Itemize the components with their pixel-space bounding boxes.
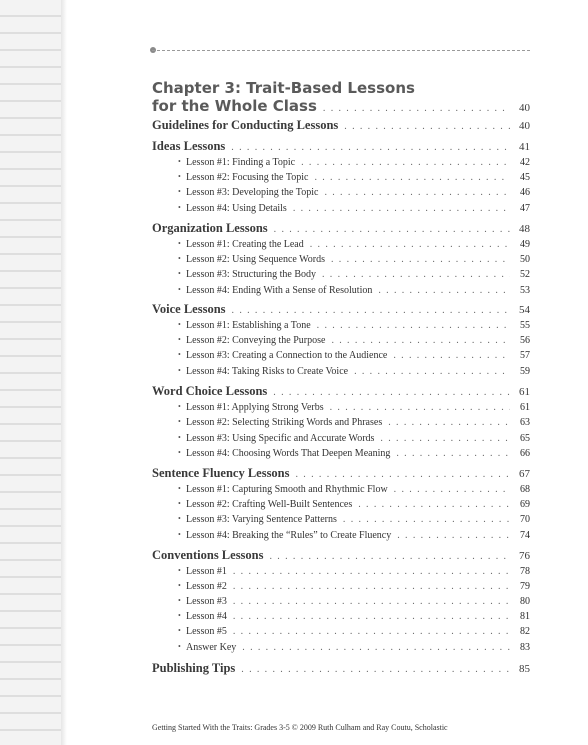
dot-leader xyxy=(314,172,510,183)
page-number: 61 xyxy=(520,402,530,413)
dot-leader xyxy=(233,596,510,607)
chapter-title xyxy=(152,80,415,96)
dot-leader xyxy=(322,269,510,280)
chapter-title-line1: Chapter 3: Trait-Based Lessons xyxy=(152,79,415,97)
dot-leader xyxy=(317,320,510,331)
section-title: Ideas Lessons xyxy=(152,139,226,153)
toc-lesson-row xyxy=(152,285,530,296)
toc-lesson-row xyxy=(152,402,530,413)
toc-lesson-row xyxy=(152,484,530,495)
dot-leader xyxy=(324,187,510,198)
toc-section-row xyxy=(152,118,530,133)
page-number: 55 xyxy=(520,320,530,331)
footer-copyright: Getting Started With the Traits: Grades 3-5 © 2009 Ruth Culham and Ray Coutu, Scholastic xyxy=(152,723,448,732)
lesson-title: • Lesson #4 xyxy=(152,611,227,622)
toc-section-row xyxy=(152,466,530,481)
section-title: Voice Lessons xyxy=(152,302,226,316)
toc-lesson-row xyxy=(152,499,530,510)
toc-lesson-row xyxy=(152,611,530,622)
lesson-title: • Lesson #2: Focusing the Topic xyxy=(152,172,308,183)
toc-lesson-row xyxy=(152,269,530,280)
lesson-title: • Lesson #2: Conveying the Purpose xyxy=(152,335,325,346)
section-title: Publishing Tips xyxy=(152,661,236,675)
page-number: 41 xyxy=(519,141,530,153)
lesson-title: • Lesson #2: Using Sequence Words xyxy=(152,254,325,265)
lesson-title: • Lesson #1: Applying Strong Verbs xyxy=(152,402,324,413)
page-number: 66 xyxy=(520,448,530,459)
dot-leader xyxy=(331,335,510,346)
dot-leader xyxy=(393,350,510,361)
dot-leader xyxy=(354,366,510,377)
toc-section-row xyxy=(152,221,530,236)
page-number: 49 xyxy=(520,239,530,250)
page-number: 67 xyxy=(519,468,530,480)
toc-section-row xyxy=(152,302,530,317)
dot-leader xyxy=(344,121,510,132)
toc-section-row xyxy=(152,661,530,676)
page-number: 74 xyxy=(520,530,530,541)
lesson-title: • Lesson #1: Capturing Smooth and Rhythmic Flow xyxy=(152,484,388,495)
lesson-title: • Lesson #4: Using Details xyxy=(152,203,287,214)
binder-strip xyxy=(0,0,62,745)
toc-lesson-row xyxy=(152,642,530,653)
page-number: 65 xyxy=(520,433,530,444)
lesson-title: • Lesson #1: Finding a Topic xyxy=(152,157,295,168)
toc-section-row xyxy=(152,139,530,154)
toc-lesson-row xyxy=(152,320,530,331)
dot-leader xyxy=(242,642,510,653)
lesson-title: • Lesson #3 xyxy=(152,596,227,607)
toc-lesson-row xyxy=(152,417,530,428)
page-number: 80 xyxy=(520,596,530,607)
dot-leader xyxy=(380,433,510,444)
dot-leader xyxy=(270,551,511,562)
dot-leader xyxy=(301,157,510,168)
dot-leader xyxy=(330,402,510,413)
dot-leader xyxy=(233,581,510,592)
section-title: Organization Lessons xyxy=(152,221,268,235)
lesson-title: • Lesson #4: Taking Risks to Create Voice xyxy=(152,366,348,377)
page-number: 50 xyxy=(520,254,530,265)
lesson-title: • Lesson #4: Choosing Words That Deepen Meaning xyxy=(152,448,390,459)
page-number: 53 xyxy=(520,285,530,296)
lesson-title: • Answer Key xyxy=(152,642,236,653)
lesson-title: • Lesson #2: Crafting Well-Built Sentences xyxy=(152,499,352,510)
dot-leader xyxy=(273,387,510,398)
lesson-title: • Lesson #1: Creating the Lead xyxy=(152,239,304,250)
chapter-title-line2-row xyxy=(152,97,530,115)
page-number: 68 xyxy=(520,484,530,495)
toc-lesson-row xyxy=(152,254,530,265)
dot-leader xyxy=(378,285,510,296)
section-title: Conventions Lessons xyxy=(152,548,264,562)
lesson-title: • Lesson #4: Breaking the “Rules” to Create Fluency xyxy=(152,530,391,541)
page-number: 57 xyxy=(520,350,530,361)
page-number: 69 xyxy=(520,499,530,510)
section-title: Sentence Fluency Lessons xyxy=(152,466,290,480)
page-number: 52 xyxy=(520,269,530,280)
lesson-title: • Lesson #2 xyxy=(152,581,227,592)
toc-lesson-row xyxy=(152,335,530,346)
dot-leader xyxy=(397,530,510,541)
toc-lesson-row xyxy=(152,203,530,214)
dot-leader xyxy=(233,566,510,577)
page-number: 40 xyxy=(519,120,530,132)
toc-lesson-row xyxy=(152,514,530,525)
toc-lesson-row xyxy=(152,433,530,444)
dot-leader xyxy=(274,224,510,235)
dot-leader xyxy=(331,254,510,265)
toc-section-row xyxy=(152,384,530,399)
lesson-title: • Lesson #3: Developing the Topic xyxy=(152,187,318,198)
page-number: 63 xyxy=(520,417,530,428)
dot-leader xyxy=(293,203,510,214)
lesson-title: • Lesson #2: Selecting Striking Words and Phrases xyxy=(152,417,382,428)
page-number: 48 xyxy=(519,223,530,235)
dot-leader xyxy=(323,103,510,114)
page-number: 79 xyxy=(520,581,530,592)
lesson-title: • Lesson #3: Structuring the Body xyxy=(152,269,316,280)
page-number: 82 xyxy=(520,626,530,637)
dot-leader xyxy=(388,417,510,428)
page-number: 42 xyxy=(520,157,530,168)
header-dashed-rule xyxy=(152,50,530,51)
page-number: 56 xyxy=(520,335,530,346)
section-title: Guidelines for Conducting Lessons xyxy=(152,118,339,132)
toc-lesson-row xyxy=(152,366,530,377)
lesson-title: • Lesson #3: Varying Sentence Patterns xyxy=(152,514,337,525)
page-number: 70 xyxy=(520,514,530,525)
page-number: 45 xyxy=(520,172,530,183)
dot-leader xyxy=(241,664,510,675)
toc-lesson-row xyxy=(152,350,530,361)
lesson-title: • Lesson #1 xyxy=(152,566,227,577)
page-number: 46 xyxy=(520,187,530,198)
toc-lesson-row xyxy=(152,581,530,592)
chapter-page-number: 40 xyxy=(519,102,530,114)
lesson-title: • Lesson #3: Creating a Connection to the Audience xyxy=(152,350,387,361)
dot-leader xyxy=(310,239,510,250)
toc-lesson-row xyxy=(152,566,530,577)
page-number: 61 xyxy=(519,386,530,398)
toc-lesson-row xyxy=(152,626,530,637)
page-number: 85 xyxy=(519,663,530,675)
chapter-title-line2: for the Whole Class xyxy=(152,97,317,115)
dot-leader xyxy=(394,484,510,495)
page-number: 54 xyxy=(519,304,530,316)
page-number: 59 xyxy=(520,366,530,377)
page-number: 81 xyxy=(520,611,530,622)
toc-lesson-row xyxy=(152,530,530,541)
lesson-title: • Lesson #4: Ending With a Sense of Resolution xyxy=(152,285,372,296)
lesson-title: • Lesson #1: Establishing a Tone xyxy=(152,320,311,331)
toc-lesson-row xyxy=(152,596,530,607)
page-number: 78 xyxy=(520,566,530,577)
dot-leader xyxy=(233,611,510,622)
dot-leader xyxy=(296,469,511,480)
page-number: 47 xyxy=(520,203,530,214)
toc-lesson-row xyxy=(152,239,530,250)
toc-lesson-row xyxy=(152,187,530,198)
toc-lesson-row xyxy=(152,157,530,168)
dot-leader xyxy=(232,305,510,316)
dot-leader xyxy=(233,626,510,637)
page-number: 83 xyxy=(520,642,530,653)
dot-leader xyxy=(396,448,510,459)
dot-leader xyxy=(343,514,510,525)
dot-leader xyxy=(358,499,510,510)
dot-leader xyxy=(231,142,510,153)
toc-lesson-row xyxy=(152,172,530,183)
toc-lesson-row xyxy=(152,448,530,459)
section-title: Word Choice Lessons xyxy=(152,384,268,398)
toc-section-row xyxy=(152,548,530,563)
lesson-title: • Lesson #3: Using Specific and Accurate Words xyxy=(152,433,374,444)
binder-shadow xyxy=(61,0,67,745)
lesson-title: • Lesson #5 xyxy=(152,626,227,637)
page-number: 76 xyxy=(519,550,530,562)
